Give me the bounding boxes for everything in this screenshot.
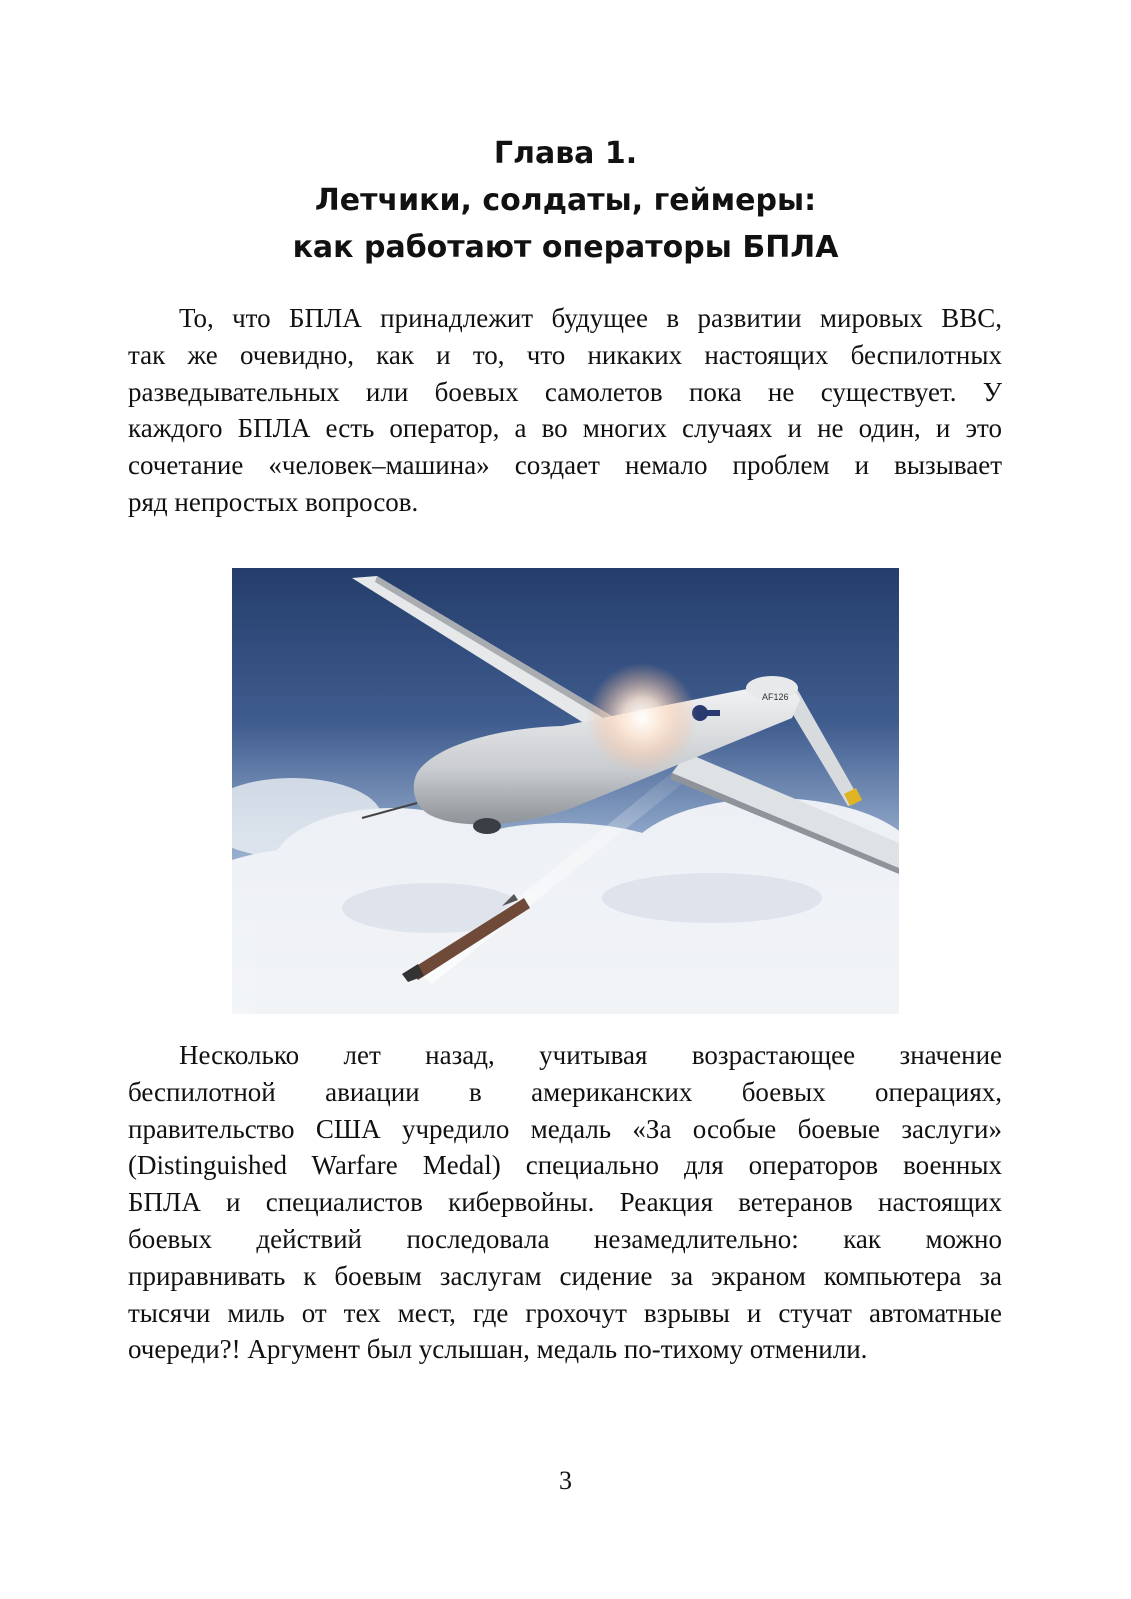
chapter-heading [100, 133, 1031, 269]
chapter-number: Глава 1. [493, 136, 638, 171]
paragraph-line: Несколько лет назад, учитывая возрастающее значение [179, 1040, 1002, 1070]
paragraph-line: каждого БПЛА есть оператор, а во многих случаях и не один, и это [128, 413, 1002, 444]
drone-illustration [232, 568, 899, 1014]
paragraph-line: так же очевидно, как и то, что никаких настоящих беспилотных [128, 339, 1002, 370]
paragraph-line: сочетание «человек–машина» создает немало проблем и вызывает [128, 450, 1002, 481]
chapter-title-line-2: как работают операторы БПЛА [292, 230, 839, 265]
paragraph-line: разведывательных или боевых самолетов пока не существует. У [128, 376, 1002, 407]
page-number: 3 [559, 1466, 572, 1495]
paragraph-line: боевых действий последовала незамедлительно: как можно [128, 1223, 1002, 1254]
paragraph-medal [128, 1037, 1002, 1368]
paragraph-line: БПЛА и специалистов кибервойны. Реакция ветеранов настоящих [128, 1187, 1002, 1218]
tail-marking: AF126 [762, 692, 789, 702]
paragraph-line: То, что БПЛА принадлежит будущее в развитии мировых ВВС, [179, 303, 1002, 333]
paragraph-line: (Distinguished Warfare Medal) специально для операторов военных [128, 1150, 1002, 1181]
chapter-title-line-1: Летчики, солдаты, геймеры: [314, 183, 817, 218]
paragraph-line: ряд непростых вопросов. [128, 486, 419, 517]
paragraph-line: очереди?! Аргумент был услышан, медаль по-тихому отменили. [128, 1334, 868, 1365]
paragraph-line: беспилотной авиации в американских боевых операциях, [128, 1076, 1002, 1107]
paragraph-line: тысячи миль от тех мест, где грохочут взрывы и стучат автоматные [128, 1297, 1002, 1328]
paragraph-intro [128, 300, 1002, 521]
drone-firing-missile-icon [232, 568, 899, 1014]
paragraph-line: приравнивать к боевым заслугам сидение за экраном компьютера за [128, 1260, 1002, 1291]
paragraph-line: правительство США учредило медаль «За особые боевые заслуги» [128, 1113, 1002, 1144]
